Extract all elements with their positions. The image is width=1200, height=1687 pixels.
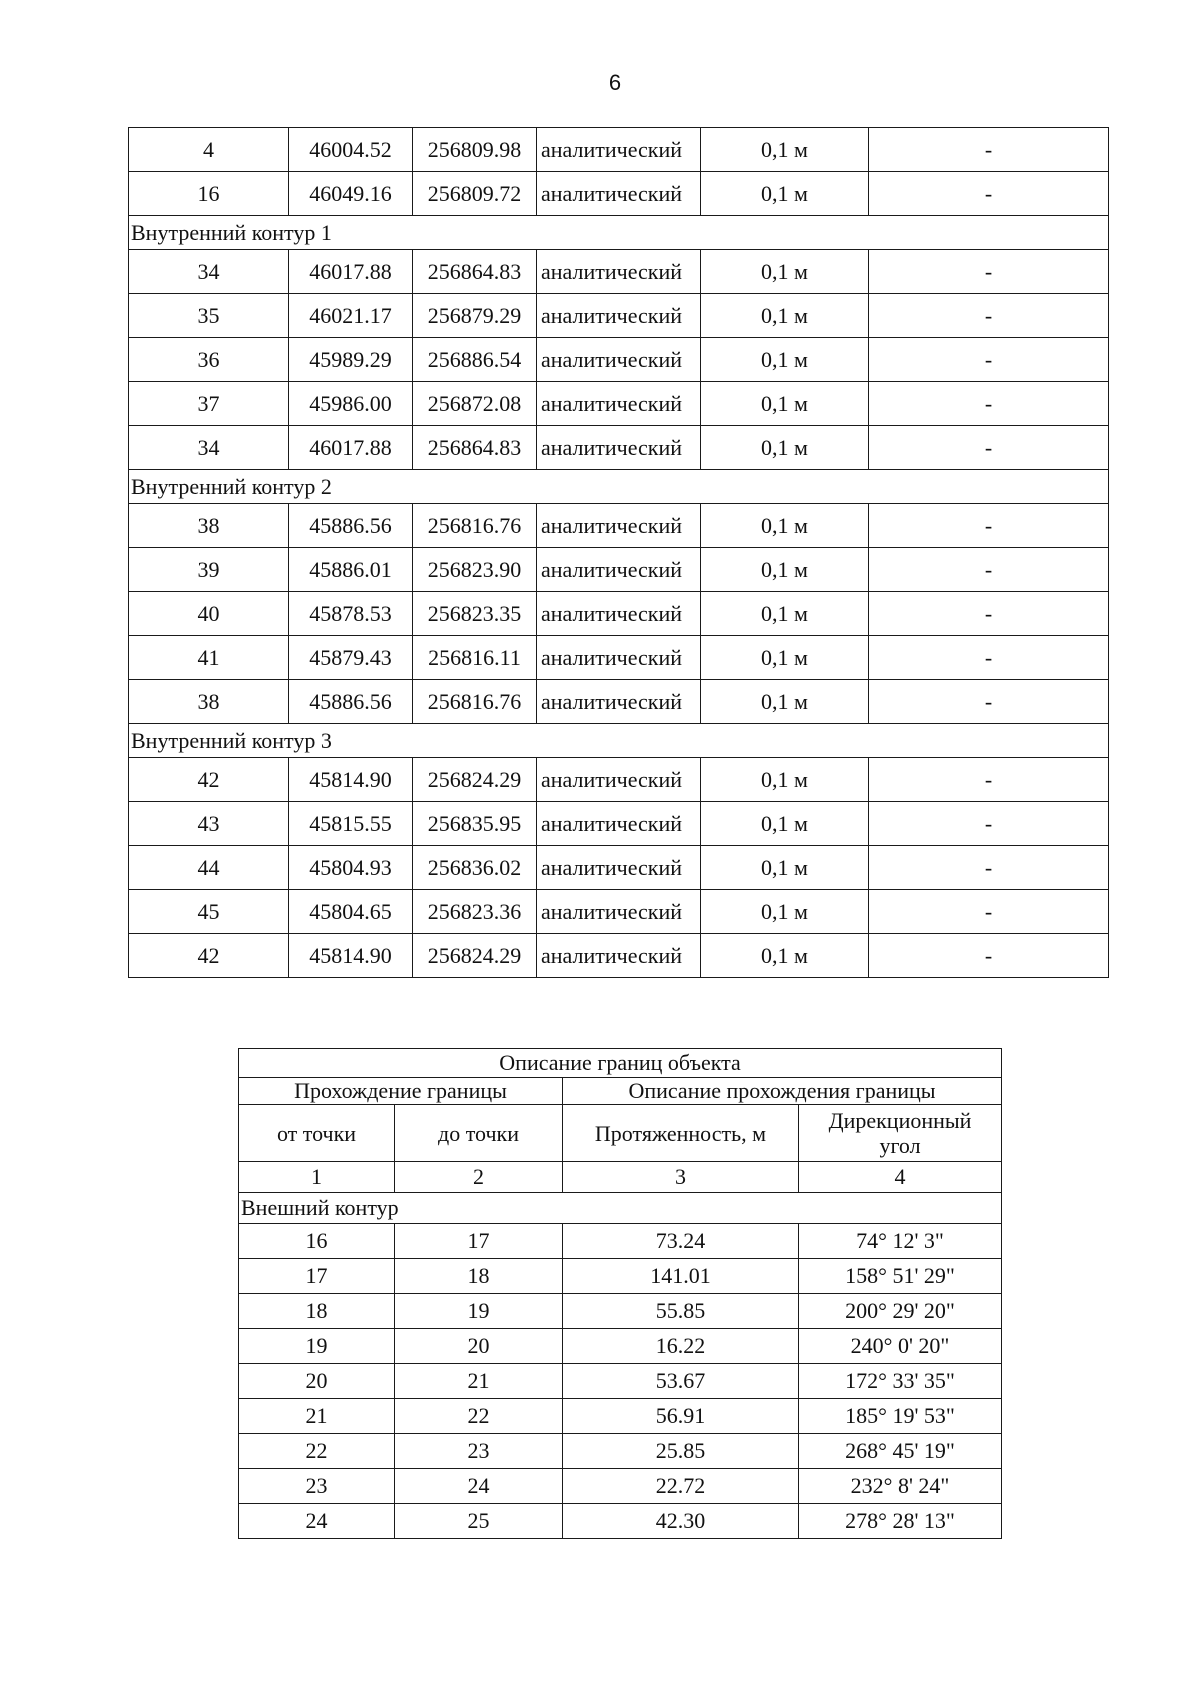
boundary-group-row [239, 1078, 1002, 1105]
to-point-cell: 20 [395, 1329, 563, 1364]
x-coordinate-cell: 45814.90 [289, 934, 413, 978]
method-cell: аналитический [537, 802, 701, 846]
note-cell: - [869, 846, 1109, 890]
angle-cell: 185° 19' 53" [799, 1399, 1002, 1434]
x-coordinate-cell: 45886.01 [289, 548, 413, 592]
x-coordinate-cell: 45815.55 [289, 802, 413, 846]
note-cell: - [869, 172, 1109, 216]
length-cell: 73.24 [563, 1224, 799, 1259]
y-coordinate-cell: 256809.72 [413, 172, 537, 216]
column-number: 2 [395, 1162, 563, 1193]
to-point-cell: 17 [395, 1224, 563, 1259]
y-coordinate-cell: 256824.29 [413, 758, 537, 802]
note-cell: - [869, 548, 1109, 592]
method-cell: аналитический [537, 636, 701, 680]
note-cell: - [869, 426, 1109, 470]
header-angle-line2: угол [879, 1133, 921, 1158]
header-description: Описание прохождения границы [563, 1078, 1002, 1105]
table-row [129, 846, 1109, 890]
y-coordinate-cell: 256836.02 [413, 846, 537, 890]
note-cell: - [869, 382, 1109, 426]
point-number-cell: 40 [129, 592, 289, 636]
header-from-point: от точки [239, 1105, 395, 1162]
boundary-number-row [239, 1162, 1002, 1193]
to-point-cell: 19 [395, 1294, 563, 1329]
from-point-cell: 17 [239, 1259, 395, 1294]
x-coordinate-cell: 45804.65 [289, 890, 413, 934]
method-cell: аналитический [537, 890, 701, 934]
length-cell: 53.67 [563, 1364, 799, 1399]
point-number-cell: 45 [129, 890, 289, 934]
note-cell: - [869, 592, 1109, 636]
accuracy-cell: 0,1 м [701, 890, 869, 934]
table-row [129, 294, 1109, 338]
accuracy-cell: 0,1 м [701, 382, 869, 426]
column-number: 4 [799, 1162, 1002, 1193]
y-coordinate-cell: 256809.98 [413, 128, 537, 172]
boundary-title-row [239, 1049, 1002, 1078]
note-cell: - [869, 504, 1109, 548]
accuracy-cell: 0,1 м [701, 802, 869, 846]
note-cell: - [869, 128, 1109, 172]
section-label: Внутренний контур 2 [129, 470, 1109, 504]
length-cell: 16.22 [563, 1329, 799, 1364]
method-cell: аналитический [537, 294, 701, 338]
y-coordinate-cell: 256864.83 [413, 426, 537, 470]
method-cell: аналитический [537, 338, 701, 382]
point-number-cell: 34 [129, 250, 289, 294]
x-coordinate-cell: 45879.43 [289, 636, 413, 680]
accuracy-cell: 0,1 м [701, 128, 869, 172]
x-coordinate-cell: 45986.00 [289, 382, 413, 426]
method-cell: аналитический [537, 846, 701, 890]
table-row [129, 504, 1109, 548]
column-number: 3 [563, 1162, 799, 1193]
y-coordinate-cell: 256864.83 [413, 250, 537, 294]
y-coordinate-cell: 256824.29 [413, 934, 537, 978]
from-point-cell: 22 [239, 1434, 395, 1469]
boundary-columns-row [239, 1105, 1002, 1162]
x-coordinate-cell: 46021.17 [289, 294, 413, 338]
accuracy-cell: 0,1 м [701, 636, 869, 680]
page-number: 6 [608, 70, 622, 95]
note-cell: - [869, 636, 1109, 680]
y-coordinate-cell: 256886.54 [413, 338, 537, 382]
method-cell: аналитический [537, 128, 701, 172]
x-coordinate-cell: 46004.52 [289, 128, 413, 172]
method-cell: аналитический [537, 934, 701, 978]
header-length: Протяженность, м [563, 1105, 799, 1162]
accuracy-cell: 0,1 м [701, 592, 869, 636]
section-row [129, 216, 1109, 250]
accuracy-cell: 0,1 м [701, 504, 869, 548]
angle-cell: 158° 51' 29" [799, 1259, 1002, 1294]
y-coordinate-cell: 256823.35 [413, 592, 537, 636]
method-cell: аналитический [537, 426, 701, 470]
point-number-cell: 36 [129, 338, 289, 382]
table-row [129, 172, 1109, 216]
point-number-cell: 16 [129, 172, 289, 216]
method-cell: аналитический [537, 504, 701, 548]
table-row [129, 890, 1109, 934]
boundary-table-title: Описание границ объекта [239, 1049, 1002, 1078]
from-point-cell: 21 [239, 1399, 395, 1434]
header-to-point: до точки [395, 1105, 563, 1162]
angle-cell: 172° 33' 35" [799, 1364, 1002, 1399]
x-coordinate-cell: 45886.56 [289, 680, 413, 724]
method-cell: аналитический [537, 548, 701, 592]
table-row [129, 382, 1109, 426]
y-coordinate-cell: 256816.11 [413, 636, 537, 680]
point-number-cell: 42 [129, 758, 289, 802]
to-point-cell: 25 [395, 1504, 563, 1539]
point-number-cell: 35 [129, 294, 289, 338]
point-number-cell: 34 [129, 426, 289, 470]
point-number-cell: 43 [129, 802, 289, 846]
angle-cell: 268° 45' 19" [799, 1434, 1002, 1469]
note-cell: - [869, 934, 1109, 978]
to-point-cell: 21 [395, 1364, 563, 1399]
note-cell: - [869, 250, 1109, 294]
y-coordinate-cell: 256835.95 [413, 802, 537, 846]
to-point-cell: 18 [395, 1259, 563, 1294]
x-coordinate-cell: 45804.93 [289, 846, 413, 890]
accuracy-cell: 0,1 м [701, 294, 869, 338]
accuracy-cell: 0,1 м [701, 250, 869, 294]
accuracy-cell: 0,1 м [701, 758, 869, 802]
angle-cell: 232° 8' 24" [799, 1469, 1002, 1504]
table-row [129, 250, 1109, 294]
method-cell: аналитический [537, 250, 701, 294]
note-cell: - [869, 294, 1109, 338]
point-number-cell: 38 [129, 504, 289, 548]
from-point-cell: 19 [239, 1329, 395, 1364]
table-row [129, 802, 1109, 846]
x-coordinate-cell: 46049.16 [289, 172, 413, 216]
accuracy-cell: 0,1 м [701, 338, 869, 382]
table-row [129, 934, 1109, 978]
accuracy-cell: 0,1 м [701, 934, 869, 978]
from-point-cell: 20 [239, 1364, 395, 1399]
note-cell: - [869, 338, 1109, 382]
point-number-cell: 42 [129, 934, 289, 978]
table-row [239, 1434, 1002, 1469]
y-coordinate-cell: 256879.29 [413, 294, 537, 338]
table-row [129, 680, 1109, 724]
accuracy-cell: 0,1 м [701, 548, 869, 592]
to-point-cell: 22 [395, 1399, 563, 1434]
x-coordinate-cell: 45989.29 [289, 338, 413, 382]
y-coordinate-cell: 256872.08 [413, 382, 537, 426]
method-cell: аналитический [537, 592, 701, 636]
section-row [239, 1193, 1002, 1224]
table-row [239, 1469, 1002, 1504]
method-cell: аналитический [537, 172, 701, 216]
point-number-cell: 37 [129, 382, 289, 426]
length-cell: 141.01 [563, 1259, 799, 1294]
x-coordinate-cell: 46017.88 [289, 426, 413, 470]
point-number-cell: 4 [129, 128, 289, 172]
column-number: 1 [239, 1162, 395, 1193]
length-cell: 42.30 [563, 1504, 799, 1539]
boundary-description-table [238, 1048, 1002, 1539]
y-coordinate-cell: 256816.76 [413, 504, 537, 548]
point-number-cell: 39 [129, 548, 289, 592]
length-cell: 56.91 [563, 1399, 799, 1434]
angle-cell: 278° 28' 13" [799, 1504, 1002, 1539]
method-cell: аналитический [537, 680, 701, 724]
section-label-external: Внешний контур [239, 1193, 1002, 1224]
accuracy-cell: 0,1 м [701, 846, 869, 890]
length-cell: 55.85 [563, 1294, 799, 1329]
from-point-cell: 18 [239, 1294, 395, 1329]
header-passage: Прохождение границы [239, 1078, 563, 1105]
note-cell: - [869, 680, 1109, 724]
angle-cell: 200° 29' 20" [799, 1294, 1002, 1329]
point-number-cell: 38 [129, 680, 289, 724]
table-row [129, 128, 1109, 172]
method-cell: аналитический [537, 758, 701, 802]
point-number-cell: 41 [129, 636, 289, 680]
table-row [239, 1329, 1002, 1364]
table-row [239, 1364, 1002, 1399]
table-row [129, 758, 1109, 802]
method-cell: аналитический [537, 382, 701, 426]
x-coordinate-cell: 45814.90 [289, 758, 413, 802]
x-coordinate-cell: 46017.88 [289, 250, 413, 294]
length-cell: 22.72 [563, 1469, 799, 1504]
section-row [129, 724, 1109, 758]
coordinates-table [128, 127, 1109, 978]
header-angle [799, 1105, 1002, 1162]
section-row [129, 470, 1109, 504]
table-row [129, 636, 1109, 680]
table-row [239, 1504, 1002, 1539]
note-cell: - [869, 802, 1109, 846]
table-row [129, 338, 1109, 382]
x-coordinate-cell: 45886.56 [289, 504, 413, 548]
table-row [129, 426, 1109, 470]
point-number-cell: 44 [129, 846, 289, 890]
accuracy-cell: 0,1 м [701, 426, 869, 470]
table-row [129, 548, 1109, 592]
y-coordinate-cell: 256823.36 [413, 890, 537, 934]
table-row [239, 1399, 1002, 1434]
length-cell: 25.85 [563, 1434, 799, 1469]
section-label: Внутренний контур 3 [129, 724, 1109, 758]
table-row [239, 1294, 1002, 1329]
from-point-cell: 16 [239, 1224, 395, 1259]
angle-cell: 240° 0' 20" [799, 1329, 1002, 1364]
section-label: Внутренний контур 1 [129, 216, 1109, 250]
accuracy-cell: 0,1 м [701, 680, 869, 724]
to-point-cell: 24 [395, 1469, 563, 1504]
from-point-cell: 24 [239, 1504, 395, 1539]
header-angle-line1: Дирекционный [828, 1108, 972, 1133]
note-cell: - [869, 890, 1109, 934]
y-coordinate-cell: 256816.76 [413, 680, 537, 724]
from-point-cell: 23 [239, 1469, 395, 1504]
table-row [129, 592, 1109, 636]
table-row [239, 1259, 1002, 1294]
x-coordinate-cell: 45878.53 [289, 592, 413, 636]
note-cell: - [869, 758, 1109, 802]
to-point-cell: 23 [395, 1434, 563, 1469]
angle-cell: 74° 12' 3" [799, 1224, 1002, 1259]
accuracy-cell: 0,1 м [701, 172, 869, 216]
table-row [239, 1224, 1002, 1259]
y-coordinate-cell: 256823.90 [413, 548, 537, 592]
